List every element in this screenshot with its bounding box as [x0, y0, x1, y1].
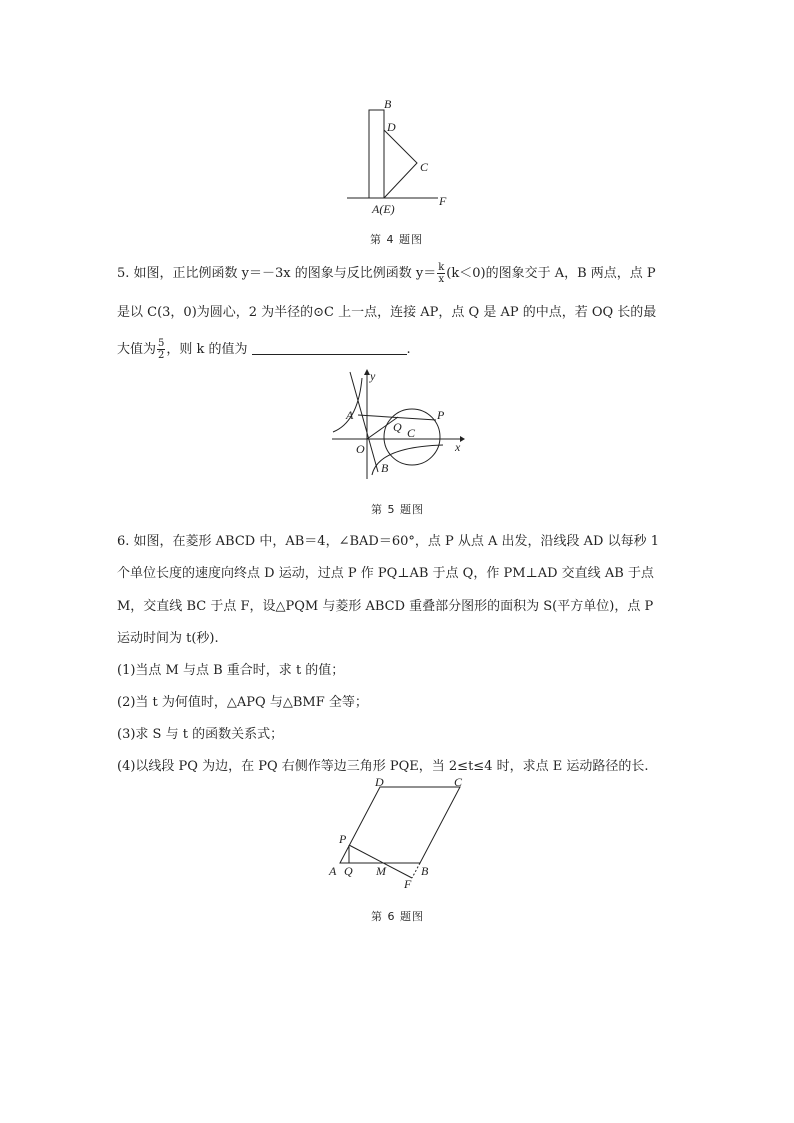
label-x: x	[455, 440, 461, 454]
q5-fraction-k-over-x	[437, 262, 445, 285]
q6-subquestion-2: (2)当 t 为何值时，△APQ 与△BMF 全等；	[117, 695, 368, 710]
label-c: C	[420, 160, 429, 174]
rhombus-abcd	[340, 787, 460, 863]
q6-line-3: M，交直线 BC 于点 F，设△PQM 与菱形 ABCD 重叠部分图形的面积为 S(平方单位)，点 P	[117, 599, 654, 614]
line-y-minus-3x	[350, 372, 378, 472]
frac-denominator: 2	[158, 350, 165, 361]
rectangle	[369, 110, 384, 198]
extension-bc	[412, 863, 420, 878]
q5-text-b: (k＜0)的图象交于 A，B 两点，点 P	[446, 266, 656, 281]
q5-fraction-max	[157, 338, 165, 361]
figure-5-caption: 第 5 题图	[371, 503, 424, 516]
q6-line-2: 个单位长度的速度向终点 D 运动，过点 P 作 PQ⊥AB 于点 Q，作 PM⊥AD 交直线 AB 于点	[117, 566, 654, 581]
frac-numerator: 5	[158, 338, 165, 349]
label-a: A	[346, 408, 354, 422]
q6-line-4: 运动时间为 t(秒).	[117, 631, 219, 646]
label-d: D	[387, 120, 396, 134]
q6-subquestion-1: (1)当点 M 与点 B 重合时，求 t 的值；	[117, 663, 345, 678]
label-m: M	[376, 864, 386, 878]
label-q: Q	[344, 864, 353, 878]
label-b: B	[421, 864, 429, 878]
label-ae: A(E)	[372, 202, 395, 216]
label-q: Q	[393, 420, 402, 434]
triangle-dbc	[384, 130, 417, 198]
q5-line-2: 是以 C(3，0)为圆心，2 为半径的⊙C 上一点，连接 AP，点 Q 是 AP 的中点，若 OQ 长的最	[117, 305, 657, 320]
frac-numerator: k	[438, 262, 445, 273]
label-c: C	[454, 775, 463, 789]
answer-blank	[252, 342, 407, 355]
label-f: F	[439, 194, 447, 208]
figure-6	[322, 775, 472, 890]
figure-4-caption: 第 4 题图	[370, 233, 423, 246]
label-b: B	[381, 461, 389, 475]
q5-line-3	[117, 338, 411, 361]
q5-text-c: 大值为	[117, 342, 157, 357]
q5-end: .	[406, 342, 411, 357]
figure-6-caption: 第 6 题图	[371, 910, 424, 923]
q5-text-d: ，则 k 的值为	[166, 342, 248, 357]
label-d: D	[375, 775, 384, 789]
figure-4	[340, 95, 460, 220]
frac-denominator: x	[438, 274, 445, 285]
label-p: P	[437, 408, 445, 422]
label-p: P	[339, 832, 347, 846]
label-c: C	[407, 426, 416, 440]
label-y: y	[370, 369, 376, 383]
q6-line-1: 6. 如图，在菱形 ABCD 中，AB＝4，∠BAD＝60°，点 P 从点 A 出发，沿线段 AD 以每秒 1	[117, 534, 660, 549]
label-f: F	[404, 877, 412, 890]
q6-subquestion-4: (4)以线段 PQ 为边，在 PQ 右侧作等边三角形 PQE，当 2≤t≤4 时，求点 E 运动路径的长.	[117, 759, 649, 774]
label-o: O	[356, 442, 365, 456]
figure-5	[328, 367, 468, 482]
label-a: A	[329, 864, 337, 878]
x-axis-arrow	[460, 436, 465, 442]
q6-subquestion-3: (3)求 S 与 t 的函数关系式；	[117, 727, 284, 742]
hyperbola-branch-2	[333, 378, 362, 432]
q5-text-a: 5. 如图，正比例函数 y＝－3x 的图象与反比例函数 y＝	[117, 266, 437, 281]
label-b: B	[384, 97, 392, 111]
q5-line-1	[117, 262, 656, 285]
